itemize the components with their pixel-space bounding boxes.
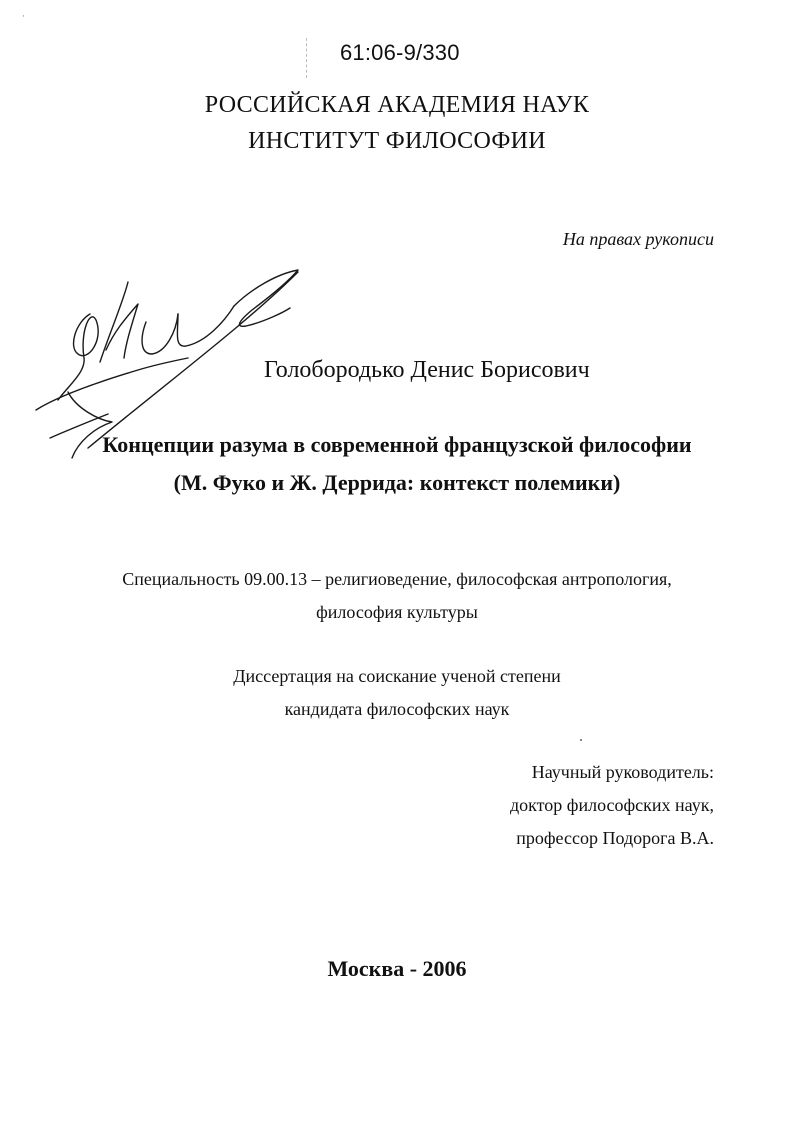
- specialty-line2: философия культуры: [316, 602, 478, 622]
- scan-guide-mark: [306, 38, 308, 78]
- degree-line1: Диссертация на соискание ученой степени: [233, 666, 561, 686]
- specialty-line1: Специальность 09.00.13 – религиоведение, философская антропология,: [122, 569, 672, 589]
- supervisor-label: Научный руководитель:: [531, 762, 714, 782]
- scan-speck: [580, 739, 582, 741]
- city-year: Москва - 2006: [327, 956, 467, 981]
- dissertation-title-line1: Концепции разума в современной французской философии: [102, 432, 692, 457]
- dissertation-title-line2: (М. Фуко и Ж. Деррида: контекст полемики): [173, 470, 621, 495]
- institute-name: ИНСТИТУТ ФИЛОСОФИИ: [248, 128, 546, 154]
- manuscript-rights-note: На правах рукописи: [562, 229, 714, 249]
- archive-code: 61:06-9/330: [340, 40, 460, 65]
- degree-line2: кандидата философских наук: [284, 699, 510, 719]
- supervisor-degree: доктор философских наук,: [510, 795, 714, 815]
- author-name: Голобородько Денис Борисович: [264, 357, 590, 383]
- academy-name: РОССИЙСКАЯ АКАДЕМИЯ НАУК: [204, 92, 590, 118]
- supervisor-name: профессор Подорога В.А.: [516, 828, 714, 848]
- corner-mark: ·: [22, 12, 25, 22]
